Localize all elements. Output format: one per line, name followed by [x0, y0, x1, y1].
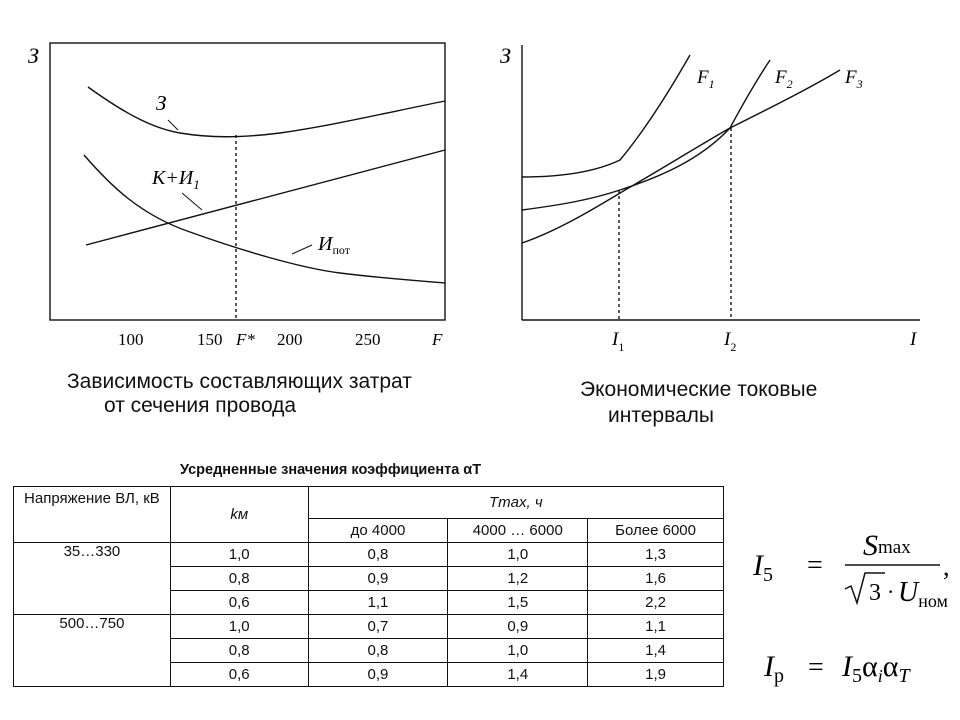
value-cell: 1,6: [588, 567, 724, 591]
header-tmax-col3: Более 6000: [588, 519, 724, 543]
curve-f1: [522, 55, 690, 177]
header-tmax: Tmax, ч: [308, 487, 723, 519]
table-title: Усредненные значения коэффициента αT: [180, 462, 482, 478]
voltage-group-1: 35…330: [14, 543, 171, 615]
formula-i5: [745, 515, 955, 615]
right-caption-line1: Экономические токовые: [580, 378, 818, 401]
value-cell: 0,8: [308, 543, 448, 567]
current-intervals-chart: [470, 0, 960, 370]
label-k-plus-i: $К+И_1$: [152, 167, 200, 192]
left-caption-line2: от сечения провода: [104, 394, 297, 417]
svg-text:Uном: $U_{ном}$: [898, 577, 948, 611]
km-cell: 0,8: [170, 567, 308, 591]
alpha-t-table: [13, 486, 724, 687]
header-km: kм: [170, 487, 308, 543]
svg-text:=: =: [807, 550, 823, 581]
svg-text:=: =: [808, 652, 824, 683]
header-tmax-col2: 4000 … 6000: [448, 519, 588, 543]
km-cell: 0,6: [170, 591, 308, 615]
km-cell: 0,6: [170, 663, 308, 687]
left-x-ticks: [118, 330, 443, 349]
svg-text:·: ·: [887, 579, 895, 604]
table-row: [14, 615, 724, 639]
value-cell: 2,2: [588, 591, 724, 615]
svg-text:I5: $I_5$: [753, 549, 773, 586]
svg-text:Iр: $I_р$: [764, 650, 784, 687]
right-x-axis-label: I: [910, 329, 917, 350]
value-cell: 1,5: [448, 591, 588, 615]
svg-text:I5αiαT: $I_5\alpha_i\alpha_T$: [842, 650, 910, 687]
formula-ip: [760, 640, 950, 700]
x-axis-label-f: F: [432, 330, 443, 349]
curve-f2: [522, 60, 770, 243]
label-f3: $F_3$: [845, 67, 863, 91]
km-cell: 0,8: [170, 639, 308, 663]
left-caption-line1: Зависимость составляющих затрат: [67, 370, 412, 393]
label-total-cost: З: [156, 91, 167, 115]
left-y-axis-label: З: [28, 43, 39, 68]
right-caption-line2: интервалы: [608, 404, 715, 427]
value-cell: 1,0: [448, 543, 588, 567]
x-tick-100: 100: [118, 330, 144, 349]
value-cell: 1,1: [308, 591, 448, 615]
label-i2: $I_2$: [724, 329, 737, 354]
svg-text:3: 3: [869, 580, 881, 606]
cost-vs-section-chart: [0, 0, 470, 370]
label-f1: $F_1$: [697, 67, 715, 91]
value-cell: 0,7: [308, 615, 448, 639]
x-tick-fstar: F*: [236, 330, 255, 349]
value-cell: 1,9: [588, 663, 724, 687]
value-cell: 1,4: [448, 663, 588, 687]
right-y-axis-label: З: [500, 43, 511, 68]
curve-total-cost: [88, 87, 445, 137]
x-tick-150: 150: [197, 330, 223, 349]
value-cell: 1,3: [588, 543, 724, 567]
label-f2: $F_2$: [775, 67, 793, 91]
svg-text:Smax: Smax: [863, 529, 911, 562]
value-cell: 1,4: [588, 639, 724, 663]
voltage-group-2: 500…750: [14, 615, 171, 687]
value-cell: 0,9: [308, 567, 448, 591]
svg-text:,: ,: [943, 552, 950, 581]
value-cell: 1,0: [448, 639, 588, 663]
label-i-pot: $И_{пот}$: [318, 233, 350, 257]
value-cell: 0,9: [448, 615, 588, 639]
x-tick-200: 200: [277, 330, 303, 349]
value-cell: 0,8: [308, 639, 448, 663]
label-i1: $I_1$: [612, 329, 625, 354]
header-tmax-col1: до 4000: [308, 519, 448, 543]
value-cell: 0,9: [308, 663, 448, 687]
header-voltage: Напряжение ВЛ, кВ: [14, 487, 171, 543]
value-cell: 1,1: [588, 615, 724, 639]
km-cell: 1,0: [170, 543, 308, 567]
x-tick-250: 250: [355, 330, 381, 349]
curve-f3: [522, 70, 840, 210]
curve-k-plus-i1: [86, 150, 445, 245]
km-cell: 1,0: [170, 615, 308, 639]
table-row: [14, 543, 724, 567]
curve-i-pot: [84, 155, 445, 283]
value-cell: 1,2: [448, 567, 588, 591]
